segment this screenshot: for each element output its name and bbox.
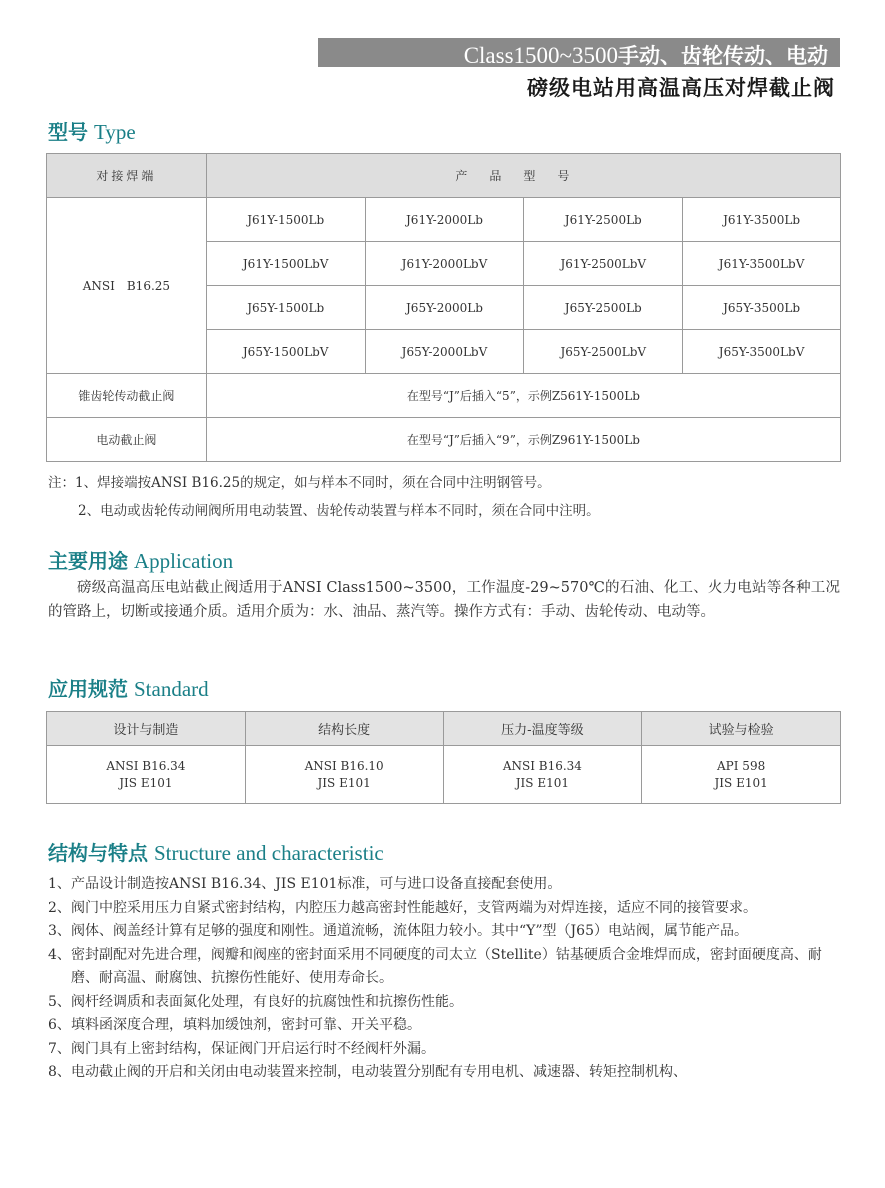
butt-weld-header: 对接焊端 [47,154,207,198]
model-cell: J61Y-2500LbV [524,242,683,286]
header-band-title: Class1500~3500手动、齿轮传动、电动 [463,43,828,68]
standard-cell [443,746,642,804]
model-cell: J65Y-3500Lb [683,286,841,330]
table-row [47,374,841,418]
standard-line: JIS E101 [119,775,173,790]
list-item: 6、填料函深度合理，填料加缓蚀剂，密封可靠、开关平稳。 [48,1017,421,1033]
standard-header-cell: 设计与制造 [47,712,246,746]
standard-header-cell: 结构长度 [245,712,443,746]
model-cell: J61Y-3500Lb [683,198,841,242]
type-section-title: 型号 Type [48,120,136,144]
standard-line: API 598 [717,758,766,773]
list-item: 5、阀杆经调质和表面氮化处理，有良好的抗腐蚀性和抗擦伤性能。 [48,993,463,1010]
product-model-header: 产品型号 [206,154,840,198]
application-section-title: 主要用途 Application [48,549,234,573]
model-cell: J61Y-3500LbV [683,242,841,286]
standard-header-cell: 试验与检验 [642,712,841,746]
standard-line: ANSI B16.10 [304,758,384,773]
model-cell: J65Y-2000LbV [365,330,524,374]
table-row [47,746,841,804]
list-item: 4、密封副配对先进合理，阀瓣和阀座的密封面采用不同硬度的司太立（Stellite）钴基硬质合金堆焊而成，密封面硬度高、耐磨、耐高温、耐腐蚀、抗擦伤性能好、使用寿命长。 [48,946,822,986]
standard-cell [245,746,443,804]
standard-line: JIS E101 [317,775,371,790]
model-cell: J61Y-2000Lb [365,198,524,242]
model-cell: J65Y-1500LbV [206,330,365,374]
header-band [318,38,840,67]
model-cell: J61Y-2500Lb [524,198,683,242]
model-cell: J65Y-2000Lb [365,286,524,330]
electric-note-cell: 在型号“J”后插入“9”，示例Z961Y-1500Lb [206,418,840,462]
page-subtitle: 磅级电站用高温高压对焊截止阀 [527,76,835,100]
standard-line: ANSI B16.34 [502,758,582,773]
standard-table-header-row [47,712,841,746]
list-item: 1、产品设计制造按ANSI B16.34、JIS E101标准，可与进口设备直接配套使用。 [48,876,562,892]
standard-line: JIS E101 [714,775,768,790]
standard-section-title: 应用规范 Standard [48,677,209,701]
standard-header-cell: 压力-温度等级 [443,712,642,746]
application-paragraph: 磅级高温高压电站截止阀适用于ANSI Class1500~3500，工作温度-29~570℃的石油、化工、火力电站等各种工况的管路上，切断或接通介质。适用介质为：水、油品、蒸汽等。操作方式有：手动、齿轮传动、电动等。 [48,580,840,620]
list-item: 8、电动截止阀的开启和关闭由电动装置来控制，电动装置分别配有专用电机、减速器、转矩控制机构、 [48,1064,687,1080]
model-cell: J65Y-1500Lb [206,286,365,330]
note-2: 2、电动或齿轮传动闸阀所用电动装置、齿轮传动装置与样本不同时，须在合同中注明。 [78,503,600,519]
model-cell: J65Y-3500LbV [683,330,841,374]
standard-cell [642,746,841,804]
bevel-gear-label-cell: 锥齿轮传动截止阀 [47,374,207,418]
electric-label-cell: 电动截止阀 [47,418,207,462]
standard-cell [47,746,246,804]
type-table [46,153,841,462]
list-item: 3、阀体、阀盖经计算有足够的强度和刚性。通道流畅，流体阻力较小。其中“Y”型（J65）电站阀，属节能产品。 [48,923,748,939]
structure-section-title: 结构与特点 Structure and characteristic [48,841,384,865]
standard-line: JIS E101 [515,775,569,790]
list-item: 2、阀门中腔采用压力自紧式密封结构，内腔压力越高密封性能越好，支管两端为对焊连接，适应不同的接管要求。 [48,899,757,916]
model-cell: J61Y-1500LbV [206,242,365,286]
structure-list [48,873,848,1085]
model-cell: J65Y-2500Lb [524,286,683,330]
type-table-header-row [47,154,841,198]
table-row [47,198,841,242]
model-cell: J61Y-1500Lb [206,198,365,242]
list-item: 7、阀门具有上密封结构，保证阀门开启运行时不经阀杆外漏。 [48,1040,435,1057]
table-row [47,418,841,462]
note-1: 注：1、焊接端按ANSI B16.25的规定，如与样本不同时，须在合同中注明钢管号。 [48,475,551,491]
standard-table [46,711,841,804]
bevel-gear-note-cell: 在型号“J”后插入“5”，示例Z561Y-1500Lb [206,374,840,418]
model-cell: J65Y-2500LbV [524,330,683,374]
ansi-label-cell: ANSI B16.25 [47,198,207,374]
standard-line: ANSI B16.34 [106,758,186,773]
model-cell: J61Y-2000LbV [365,242,524,286]
